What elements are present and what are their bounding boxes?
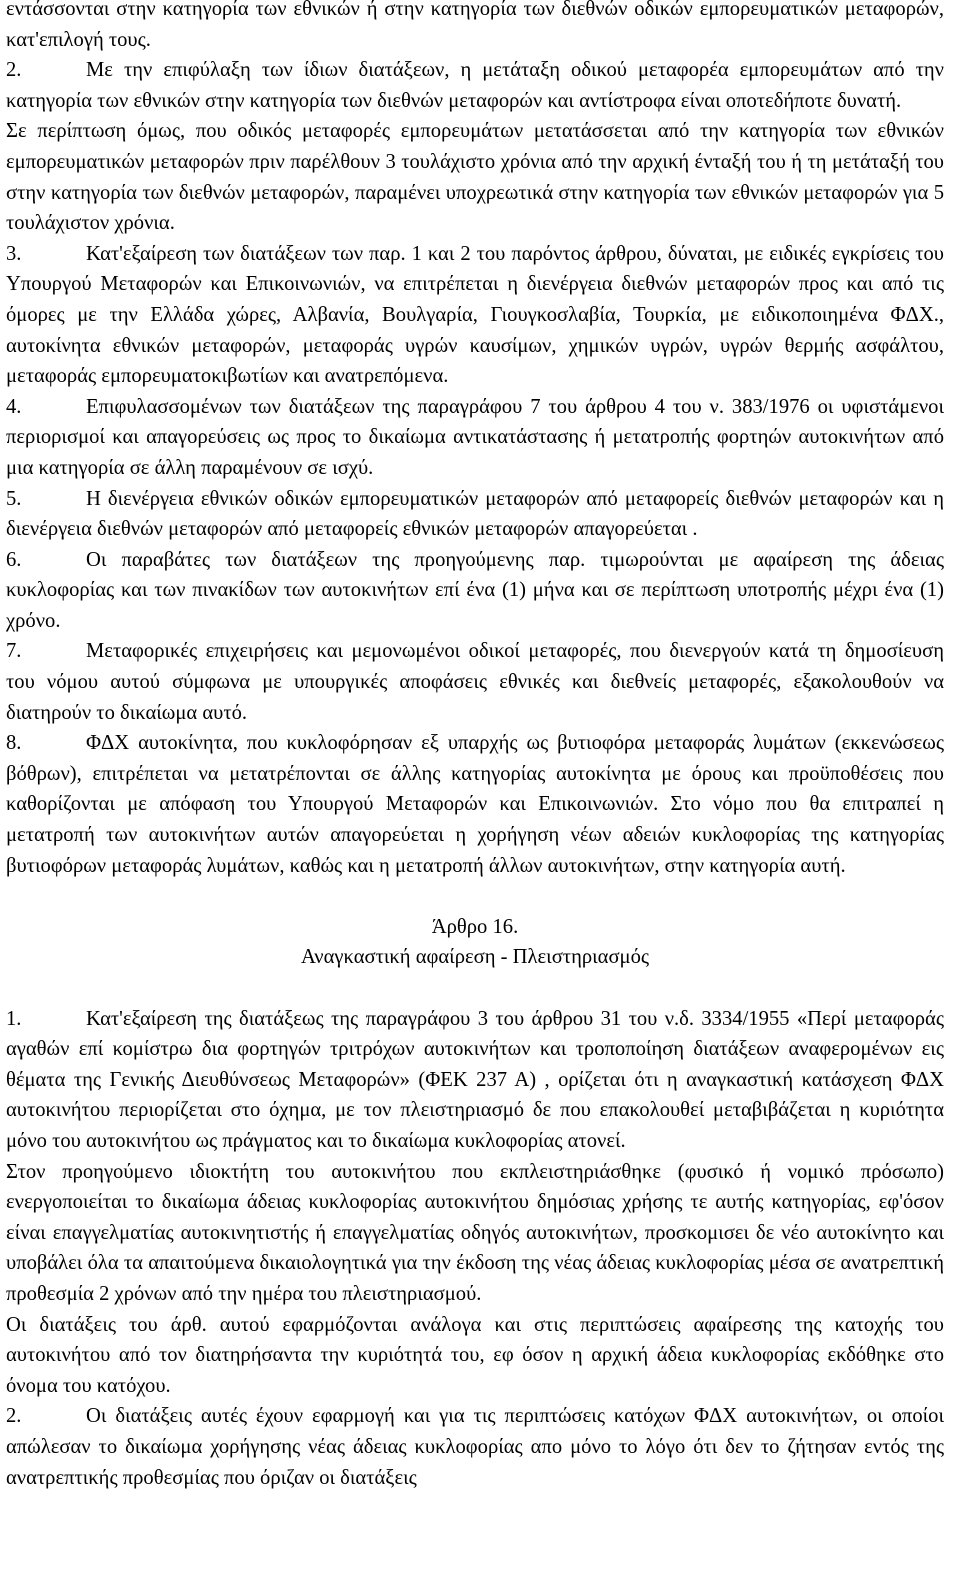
- paragraph-number: 3.: [6, 242, 22, 265]
- paragraph-text: Κατ'εξαίρεση των διατάξεων των παρ. 1 και 2 του παρόντος άρθρου, δύναται, με ειδικές εγκρίσεις του Υπουργού Μεταφορών και Επικοινωνιών, να επιτρέπεται η διενέργεια διεθνών μεταφορών προς και από τις όμορες με την Ελλάδα χώρες, Αλβανία, Βουλγαρία, Γιουγκοσλαβία, Τουρκία, με ειδικοποιημένα ΦΔΧ., αυτοκίνητα εθνικών μεταφορών, μεταφοράς υγρών καυσίμων, χημικών υγρών, υγρών θερμής ασφάλτου, μεταφοράς εμπορευματοκιβωτίων και ανατρεπόμενα.: [6, 242, 944, 388]
- numbered-paragraph: [6, 1004, 944, 1157]
- numbered-paragraph: [6, 55, 944, 116]
- numbered-paragraph: [6, 392, 944, 484]
- paragraph-text: Οι διατάξεις αυτές έχουν εφαρμογή και για τις περιπτώσεις κατόχων ΦΔΧ αυτοκινήτων, οι οποίοι απώλεσαν το δικαίωμα χορήγησης νέας άδειας κυκλοφορίας απο μόνο το λόγο ότι δεν το ζήτησαν εντός της ανατρεπτικής προθεσμίας που όριζαν οι διατάξεις: [6, 1405, 944, 1489]
- paragraph-text: Με την επιφύλαξη των ίδιων διατάξεων, η μετάταξη οδικού μεταφορέα εμπορευμάτων από την κατηγορία των εθνικών στην κατηγορία των διεθνών μεταφορών και αντίστροφα είναι οποτεδήποτε δυνατή.: [6, 59, 944, 112]
- paragraph-number: 2.: [6, 1405, 22, 1428]
- paragraph: Στον προηγούμενο ιδιοκτήτη του αυτοκινήτου που εκπλειστηριάσθηκε (φυσικό ή νομικό πρόσωπο) ενεργοποιείται το δικαίωμα άδειας κυκλοφορίας αυτοκινήτου δημόσιας χρήσης τε αυτής κατηγορίας, εφ'όσον είναι επαγγελματίας αυτοκινητιστής ή επαγγελματίας οδηγός αυτοκινήτων, προσκομισει δε νέο αυτοκίνητο και υποβάλει όλα τα απαιτούμενα δικαιολογητικά για την έκδοση της νέας άδειας κυκλοφορίας μέσα σε ανατρεπτική προθεσμία 2 χρόνων από την ημέρα του πλειστηριασμού.: [6, 1160, 944, 1305]
- numbered-paragraph: [6, 636, 944, 728]
- paragraph-number: 5.: [6, 487, 22, 510]
- paragraph-text: Μεταφορικές επιχειρήσεις και μεμονωμένοι οδικοί μεταφορές, που διενεργούν κατά τη δημοσίευση του νόμου αυτού σύμφωνα με υπουργικές αποφάσεις εθνικές και διεθνείς μεταφορές, εξακολουθούν να διατηρούν το δικαίωμα αυτό.: [6, 640, 944, 724]
- paragraph-number: 6.: [6, 548, 22, 571]
- numbered-paragraph: [6, 1401, 944, 1493]
- paragraph-number: 8.: [6, 732, 22, 755]
- numbered-paragraph: [6, 239, 944, 392]
- paragraph-text: Κατ'εξαίρεση της διατάξεως της παραγράφου 3 του άρθρου 31 του ν.δ. 3334/1955 «Περί μεταφοράς αγαθών επί κομίστρω δια φορτηγών τριτρόχων αυτοκινήτων και τροποποίηση διατάξεων αναφερομένων εις θέματα της Γενικής Διευθύνσεως Μεταφορών» (ΦΕΚ 237 Α) , ορίζεται ότι η αναγκαστική κατάσχεση ΦΔΧ αυτοκινήτου περιορίζεται στο όχημα, με τον πλειστηριασμό δε που επακολουθεί μεταβιβάζεται η κυριότητα μόνο του αυτοκινήτου ως πράγματος και το δικαίωμα κυκλοφορίας ατονεί.: [6, 1007, 944, 1152]
- numbered-paragraph: [6, 545, 944, 637]
- paragraph: Οι διατάξεις του άρθ. αυτού εφαρμόζονται ανάλογα και στις περιπτώσεις αφαίρεσης της κατοχής του αυτοκινήτου από τον διατηρήσαντα την κυριότητά του, εφ όσον η αρχική άδεια κυκλοφορίας εκδόθηκε στο όνομα του κατόχου.: [6, 1313, 944, 1397]
- paragraph-text: Οι παραβάτες των διατάξεων της προηγούμενης παρ. τιμωρούνται με αφαίρεση της άδειας κυκλοφορίας και των πινακίδων των αυτοκινήτων επί ένα (1) μήνα και σε περίπτωση υποτροπής μέχρι ένα (1) χρόνο.: [6, 548, 944, 632]
- paragraph-text: Η διενέργεια εθνικών οδικών εμπορευματικών μεταφορών από μεταφορείς διεθνών μεταφορών και η διενέργεια διεθνών μεταφορών από μεταφορείς εθνικών μεταφορών απαγορεύεται .: [6, 487, 944, 541]
- paragraph-number: 2.: [6, 59, 22, 82]
- numbered-paragraph: [6, 728, 944, 881]
- paragraph-number: 7.: [6, 640, 22, 663]
- paragraph-number: 1.: [6, 1007, 22, 1030]
- article-number: Άρθρο 16.: [431, 915, 519, 938]
- paragraph-number: 4.: [6, 395, 22, 418]
- article-title: Αναγκαστική αφαίρεση - Πλειστηριασμός: [300, 946, 650, 969]
- paragraph: Σε περίπτωση όμως, που οδικός μεταφορές εμπορευμάτων μετατάσσεται από την κατηγορία των εθνικών εμπορευματικών μεταφορών πριν παρέλθουν 3 τουλάχιστο χρόνια από την αρχική ένταξή του ή τη μετάταξή του στην κατηγορία των διεθνών μεταφορών, παραμένει υποχρεωτικά στην κατηγορία των εθνικών μεταφορών για 5 τουλάχιστον χρόνια.: [6, 120, 944, 235]
- paragraph-text: ΦΔΧ αυτοκίνητα, που κυκλοφόρησαν εξ υπαρχής ως βυτιοφόρα μεταφοράς λυμάτων (εκκενώσεως βόθρων), επιτρέπεται να μετατρέπονται σε άλλης κατηγορίας αυτοκίνητα με όρους και προϋποθέσεις που καθορίζονται με απόφαση του Υπουργού Μεταφορών και Επικοινωνιών. Στο νόμο που θα επιτραπεί η μετατροπή των αυτοκινήτων αυτών απαγορεύεται η χορήγηση νέων αδειών κυκλοφορίας της κατηγορίας βυτιοφόρων μεταφοράς λυμάτων, καθώς και η μετατροπή άλλων αυτοκινήτων, στην κατηγορία αυτή.: [6, 732, 944, 877]
- numbered-paragraph: [6, 484, 944, 545]
- paragraph: εντάσσονται στην κατηγορία των εθνικών ή στην κατηγορία των διεθνών οδικών εμπορευματικών μεταφορών, κατ'επιλογή τους.: [6, 0, 944, 51]
- paragraph-text: Επιφυλασσομένων των διατάξεων της παραγράφου 7 του άρθρου 4 του ν. 383/1976 οι υφιστάμενοι περιορισμοί και απαγορεύσεις ως προς το δικαίωμα αντικατάστασης ή μετατροπής φορτηών αυτοκινήτων από μια κατηγορία σε άλλη παραμένουν σε ισχύ.: [6, 395, 944, 479]
